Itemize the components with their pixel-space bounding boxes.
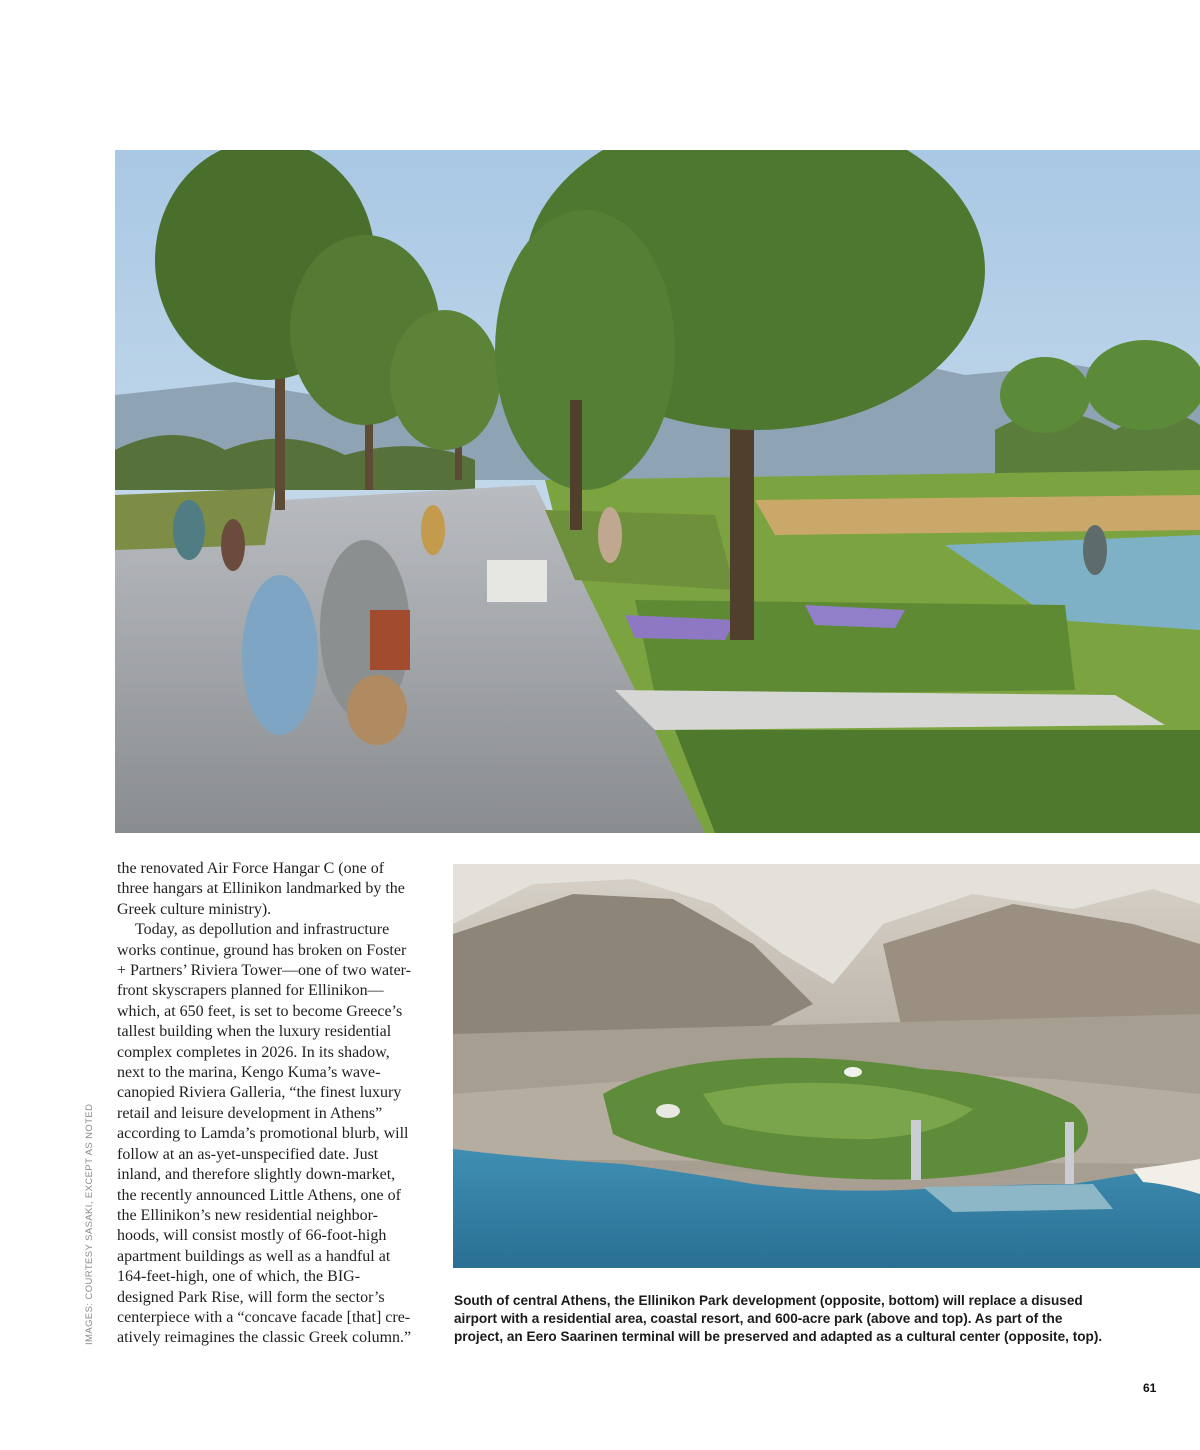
page-number: 61 — [1143, 1381, 1157, 1395]
text-line: which, at 650 feet, is set to become Greece’s — [117, 1002, 403, 1020]
caption-line: South of central Athens, the Ellinikon Park development (opposite, bottom) will replace a disused — [454, 1293, 1083, 1308]
text-line: front skyscrapers planned for Ellinikon— — [117, 982, 384, 1000]
text-line: inland, and therefore slightly down-market, — [117, 1166, 396, 1184]
text-line: centerpiece with a “concave facade [that] cre- — [117, 1308, 411, 1326]
text-line: retail and leisure development in Athens” — [117, 1104, 383, 1122]
text-line: according to Lamda’s promotional blurb, will — [117, 1125, 409, 1143]
caption-line: project, an Eero Saarinen terminal will be preserved and adapted as a cultural center (opposite, top). — [454, 1329, 1103, 1344]
aerial-site-rendering — [453, 864, 1200, 1268]
text-line: the Ellinikon’s new residential neighbor- — [117, 1206, 378, 1224]
image-credit: IMAGES: COURTESY SASAKI, EXCEPT AS NOTED — [84, 1103, 95, 1345]
paragraph-1 — [117, 859, 424, 920]
text-line: 164-feet-high, one of which, the BIG- — [117, 1268, 361, 1286]
text-line: Today, as depollution and infrastructure — [135, 921, 390, 939]
text-line: hoods, will consist mostly of 66-foot-high — [117, 1227, 387, 1245]
text-line: the renovated Air Force Hangar C (one of — [117, 860, 385, 877]
text-line: apartment buildings as well as a handful at — [117, 1247, 391, 1265]
text-line: next to the marina, Kengo Kuma’s wave- — [117, 1064, 381, 1082]
text-line: the recently announced Little Athens, one of — [117, 1186, 401, 1204]
text-line: tallest building when the luxury residential — [117, 1023, 392, 1041]
text-line: Greek culture ministry). — [117, 900, 272, 918]
article-body — [117, 859, 424, 1349]
text-line: three hangars at Ellinikon landmarked by the — [117, 880, 405, 898]
text-line: designed Park Rise, will form the sector’s — [117, 1288, 385, 1306]
paragraph-2 — [117, 920, 424, 1349]
text-line: + Partners’ Riviera Tower—one of two water- — [117, 962, 412, 980]
text-line: complex completes in 2026. In its shadow, — [117, 1043, 390, 1061]
photo-caption — [454, 1292, 1154, 1346]
text-line: canopied Riviera Galleria, “the finest luxury — [117, 1084, 402, 1102]
text-line: atively reimagines the classic Greek column.” — [117, 1329, 412, 1347]
caption-line: airport with a residential area, coastal resort, and 600-acre park (above and top). As part of the — [454, 1311, 1063, 1326]
text-line: works continue, ground has broken on Foster — [117, 941, 407, 959]
hero-park-rendering — [115, 150, 1200, 833]
text-line: follow at an as-yet-unspecified date. Just — [117, 1145, 379, 1163]
